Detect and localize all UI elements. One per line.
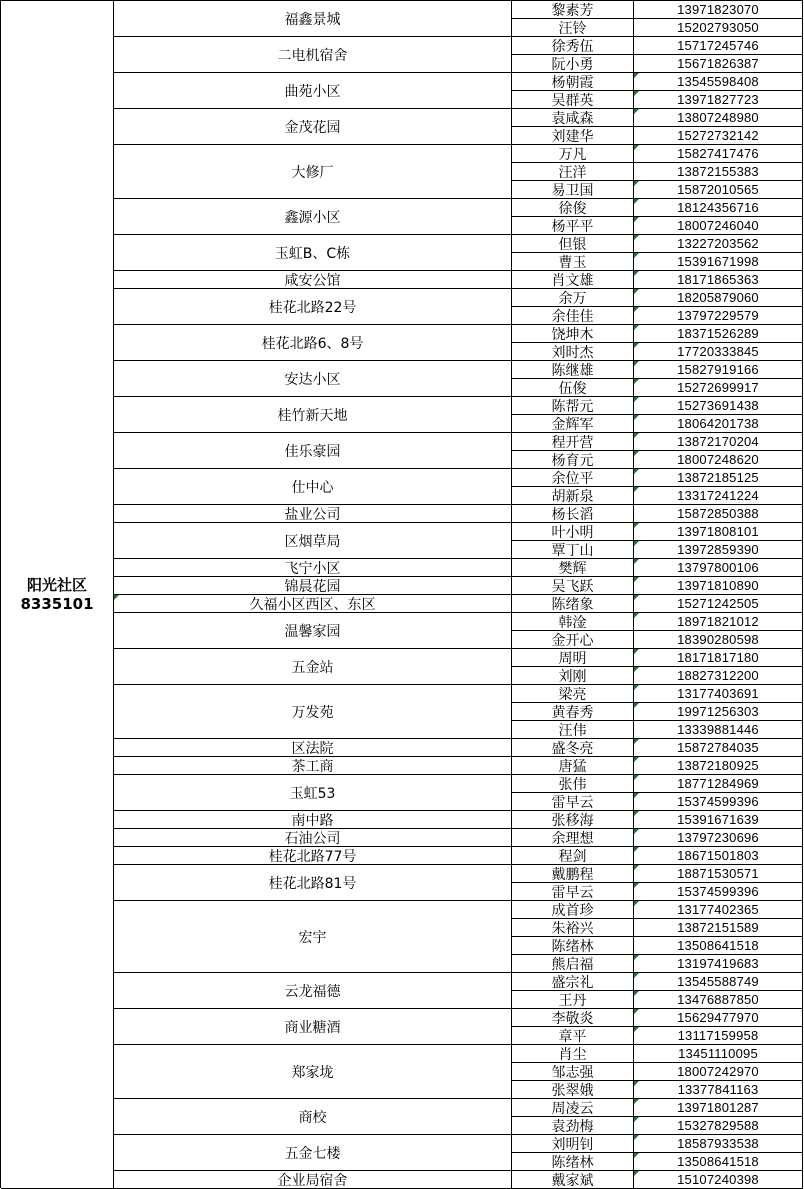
location-cell[interactable]: 咸安公馆 [114,271,512,289]
location-cell[interactable]: 五金站 [114,649,512,685]
location-cell[interactable]: 鑫源小区 [114,199,512,235]
location-cell[interactable]: 金茂花园 [114,109,512,145]
contact-phone-cell[interactable]: 18007248620 [634,451,803,469]
contact-name-cell[interactable]: 叶小明 [512,523,634,541]
contact-name-cell[interactable]: 易卫国 [512,181,634,199]
contact-name-cell[interactable]: 李敬炎 [512,1009,634,1027]
location-cell[interactable]: 商业糖酒 [114,1009,512,1045]
contact-phone-cell[interactable]: 13508641518 [634,1153,803,1171]
contact-phone-cell[interactable]: 15374599396 [634,793,803,811]
contact-phone-cell[interactable]: 18390280598 [634,631,803,649]
contact-phone-cell[interactable]: 18587933538 [634,1135,803,1153]
contact-name-cell[interactable]: 肖尘 [512,1045,634,1063]
location-cell[interactable]: 佳乐豪园 [114,433,512,469]
contact-phone-cell[interactable]: 15272732142 [634,127,803,145]
contact-phone-cell[interactable]: 13797230696 [634,829,803,847]
contact-name-cell[interactable]: 徐俊 [512,199,634,217]
contact-phone-cell[interactable]: 13971808101 [634,523,803,541]
location-cell[interactable]: 石油公司 [114,829,512,847]
contact-phone-cell[interactable]: 15391671998 [634,253,803,271]
contact-name-cell[interactable]: 覃丁山 [512,541,634,559]
location-cell[interactable]: 商校 [114,1099,512,1135]
contact-phone-cell[interactable]: 18007246040 [634,217,803,235]
contact-phone-cell[interactable]: 13177403691 [634,685,803,703]
location-cell[interactable]: 宏宇 [114,901,512,973]
contact-name-cell[interactable]: 盛宗礼 [512,973,634,991]
contact-name-cell[interactable]: 张伟 [512,775,634,793]
contact-name-cell[interactable]: 吴飞跃 [512,577,634,595]
contact-phone-cell[interactable]: 13872180925 [634,757,803,775]
contact-name-cell[interactable]: 刘建华 [512,127,634,145]
contact-phone-cell[interactable]: 13545598408 [634,73,803,91]
contact-phone-cell[interactable]: 15271242505 [634,595,803,613]
contact-phone-cell[interactable]: 13339881446 [634,721,803,739]
contact-name-cell[interactable]: 金开心 [512,631,634,649]
contact-phone-cell[interactable]: 15827919166 [634,361,803,379]
contact-phone-cell[interactable]: 15671826387 [634,55,803,73]
contact-name-cell[interactable]: 陈绪象 [512,595,634,613]
contact-name-cell[interactable]: 刘时杰 [512,343,634,361]
contact-phone-cell[interactable]: 18171865363 [634,271,803,289]
contact-phone-cell[interactable]: 18064201738 [634,415,803,433]
contact-name-cell[interactable]: 朱裕兴 [512,919,634,937]
location-cell[interactable]: 云龙福德 [114,973,512,1009]
contact-phone-cell[interactable]: 13227203562 [634,235,803,253]
contact-phone-cell[interactable]: 18205879060 [634,289,803,307]
contact-name-cell[interactable]: 周明 [512,649,634,667]
contact-phone-cell[interactable]: 13971810890 [634,577,803,595]
contact-phone-cell[interactable]: 13872151589 [634,919,803,937]
contact-name-cell[interactable]: 陈继雄 [512,361,634,379]
contact-name-cell[interactable]: 周凌云 [512,1099,634,1117]
contact-phone-cell[interactable]: 13508641518 [634,937,803,955]
contact-phone-cell[interactable]: 15327829588 [634,1117,803,1135]
contact-phone-cell[interactable]: 13317241224 [634,487,803,505]
location-cell[interactable]: 桂花北路81号 [114,865,512,901]
contact-name-cell[interactable]: 盛冬亮 [512,739,634,757]
contact-phone-cell[interactable]: 13451110095 [634,1045,803,1063]
contact-name-cell[interactable]: 余理想 [512,829,634,847]
contact-name-cell[interactable]: 戴鹏程 [512,865,634,883]
contact-name-cell[interactable]: 黎素芳 [512,1,634,19]
contact-name-cell[interactable]: 杨长滔 [512,505,634,523]
location-cell[interactable]: 飞宁小区 [114,559,512,577]
contact-name-cell[interactable]: 程开营 [512,433,634,451]
contact-name-cell[interactable]: 熊启福 [512,955,634,973]
community-cell[interactable] [1,1,114,1189]
contact-phone-cell[interactable]: 13807248980 [634,109,803,127]
location-cell[interactable]: 茶工商 [114,757,512,775]
contact-phone-cell[interactable]: 15391671639 [634,811,803,829]
contact-name-cell[interactable]: 梁亮 [512,685,634,703]
location-cell[interactable]: 桂花北路77号 [114,847,512,865]
contact-name-cell[interactable]: 黄春秀 [512,703,634,721]
location-cell[interactable]: 南中路 [114,811,512,829]
contact-name-cell[interactable]: 汪铃 [512,19,634,37]
contact-name-cell[interactable]: 袁咸森 [512,109,634,127]
location-cell[interactable]: 盐业公司 [114,505,512,523]
contact-phone-cell[interactable]: 15717245746 [634,37,803,55]
contact-name-cell[interactable]: 成首珍 [512,901,634,919]
location-cell[interactable]: 久福小区西区、东区 [114,595,512,613]
contact-phone-cell[interactable]: 13476887850 [634,991,803,1009]
contact-phone-cell[interactable]: 13117159958 [634,1027,803,1045]
contact-phone-cell[interactable]: 18007242970 [634,1063,803,1081]
contact-phone-cell[interactable]: 17720333845 [634,343,803,361]
location-cell[interactable]: 企业局宿舍 [114,1171,512,1189]
contact-phone-cell[interactable]: 13377841163 [634,1081,803,1099]
location-cell[interactable]: 二电机宿舍 [114,37,512,73]
contact-phone-cell[interactable]: 15107240398 [634,1171,803,1189]
contact-name-cell[interactable]: 韩淦 [512,613,634,631]
location-cell[interactable]: 温馨家园 [114,613,512,649]
contact-phone-cell[interactable]: 18171817180 [634,649,803,667]
contact-phone-cell[interactable]: 13872185125 [634,469,803,487]
contact-name-cell[interactable]: 邹志强 [512,1063,634,1081]
contact-name-cell[interactable]: 戴家斌 [512,1171,634,1189]
contact-phone-cell[interactable]: 13972859390 [634,541,803,559]
contact-phone-cell[interactable]: 18771284969 [634,775,803,793]
contact-phone-cell[interactable]: 13797800106 [634,559,803,577]
contact-phone-cell[interactable]: 13545588749 [634,973,803,991]
contact-name-cell[interactable]: 万凡 [512,145,634,163]
location-cell[interactable]: 五金七楼 [114,1135,512,1171]
contact-phone-cell[interactable]: 13971827723 [634,91,803,109]
contact-name-cell[interactable]: 陈绪林 [512,937,634,955]
contact-name-cell[interactable]: 刘刚 [512,667,634,685]
contact-name-cell[interactable]: 余佳佳 [512,307,634,325]
contact-phone-cell[interactable]: 15202793050 [634,19,803,37]
contact-name-cell[interactable]: 余万 [512,289,634,307]
contact-name-cell[interactable]: 吴群英 [512,91,634,109]
contact-phone-cell[interactable]: 19971256303 [634,703,803,721]
contact-name-cell[interactable]: 余位平 [512,469,634,487]
contact-phone-cell[interactable]: 15872850388 [634,505,803,523]
location-cell[interactable]: 桂竹新天地 [114,397,512,433]
contact-name-cell[interactable]: 程剑 [512,847,634,865]
contact-name-cell[interactable]: 杨平平 [512,217,634,235]
contact-name-cell[interactable]: 饶坤木 [512,325,634,343]
contact-name-cell[interactable]: 张移海 [512,811,634,829]
community-phone: 8335101 [20,594,94,613]
contact-phone-cell[interactable]: 18371526289 [634,325,803,343]
contact-name-cell[interactable]: 雷早云 [512,793,634,811]
contact-phone-cell[interactable]: 18971821012 [634,613,803,631]
contact-phone-cell[interactable]: 15827417476 [634,145,803,163]
contact-name-cell[interactable]: 徐秀伍 [512,37,634,55]
contact-phone-cell[interactable]: 18827312200 [634,667,803,685]
contact-name-cell[interactable]: 杨朝霞 [512,73,634,91]
contact-phone-cell[interactable]: 15272699917 [634,379,803,397]
contact-phone-cell[interactable]: 13872170204 [634,433,803,451]
location-cell[interactable]: 万发苑 [114,685,512,739]
location-cell[interactable]: 仕中心 [114,469,512,505]
contact-phone-cell[interactable]: 15374599396 [634,883,803,901]
contact-name-cell[interactable]: 肖文雄 [512,271,634,289]
location-cell[interactable]: 福鑫景城 [114,1,512,37]
location-cell[interactable]: 郑家垅 [114,1045,512,1099]
contact-name-cell[interactable]: 金辉军 [512,415,634,433]
contact-name-cell[interactable]: 汪伟 [512,721,634,739]
contact-phone-cell[interactable]: 13197419683 [634,955,803,973]
location-cell[interactable]: 桂花北路6、8号 [114,325,512,361]
location-cell[interactable]: 区烟草局 [114,523,512,559]
contact-name-cell[interactable]: 但银 [512,235,634,253]
location-cell[interactable]: 玉虹53 [114,775,512,811]
contact-phone-cell[interactable]: 15273691438 [634,397,803,415]
contact-name-cell[interactable]: 刘明钊 [512,1135,634,1153]
contact-phone-cell[interactable]: 15872784035 [634,739,803,757]
contact-name-cell[interactable]: 雷早云 [512,883,634,901]
contact-phone-cell[interactable]: 15872010565 [634,181,803,199]
contact-name-cell[interactable]: 袁劲梅 [512,1117,634,1135]
contact-name-cell[interactable]: 胡新泉 [512,487,634,505]
contact-name-cell[interactable]: 陈绪林 [512,1153,634,1171]
contact-phone-cell[interactable]: 13971801287 [634,1099,803,1117]
contact-name-cell[interactable]: 张翠娥 [512,1081,634,1099]
contact-name-cell[interactable]: 王丹 [512,991,634,1009]
contact-phone-cell[interactable]: 18124356716 [634,199,803,217]
contact-phone-cell[interactable]: 13872155383 [634,163,803,181]
contact-phone-cell[interactable]: 13971823070 [634,1,803,19]
contact-phone-cell[interactable]: 13177402365 [634,901,803,919]
contact-name-cell[interactable]: 章平 [512,1027,634,1045]
location-cell[interactable]: 玉虹B、C栋 [114,235,512,271]
contact-name-cell[interactable]: 杨育元 [512,451,634,469]
contact-name-cell[interactable]: 唐猛 [512,757,634,775]
contact-name-cell[interactable]: 陈帮元 [512,397,634,415]
contact-phone-cell[interactable]: 18871530571 [634,865,803,883]
contact-name-cell[interactable]: 伍俊 [512,379,634,397]
contact-name-cell[interactable]: 樊辉 [512,559,634,577]
location-cell[interactable]: 安达小区 [114,361,512,397]
contact-name-cell[interactable]: 阮小勇 [512,55,634,73]
contact-name-cell[interactable]: 汪洋 [512,163,634,181]
location-cell[interactable]: 曲苑小区 [114,73,512,109]
contact-phone-cell[interactable]: 15629477970 [634,1009,803,1027]
community-name: 阳光社区 [26,575,87,594]
location-cell[interactable]: 区法院 [114,739,512,757]
contact-name-cell[interactable]: 曹玉 [512,253,634,271]
location-cell[interactable]: 锦晨花园 [114,577,512,595]
contact-phone-cell[interactable]: 18671501803 [634,847,803,865]
location-cell[interactable]: 桂花北路22号 [114,289,512,325]
location-cell[interactable]: 大修厂 [114,145,512,199]
contact-phone-cell[interactable]: 13797229579 [634,307,803,325]
